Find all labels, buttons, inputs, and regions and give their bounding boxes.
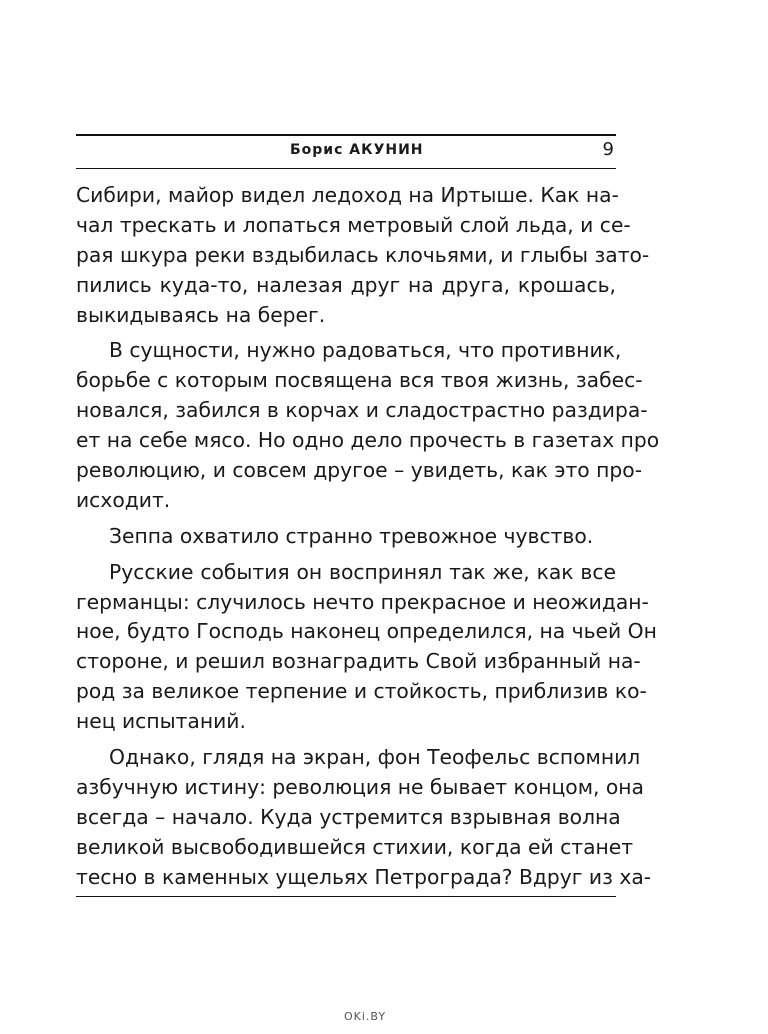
text-line: тесно в каменных ущельях Петрограда? Вдруг из ха-: [76, 864, 652, 889]
paragraph: [76, 181, 650, 330]
text-line: Зеппа охватило странно тревожное чувство.: [109, 523, 594, 548]
paragraph: [76, 522, 616, 552]
text-line: Однако, глядя на экран, фон Теофельс вспомнил: [109, 745, 641, 770]
text-line: германцы: случилось нечто прекрасное и неожидан-: [76, 589, 649, 614]
text-line: всегда – начало. Куда устремится взрывная волна: [76, 804, 621, 829]
text-line: чал трескать и лопаться метровый слой льда, и се-: [76, 212, 631, 237]
page-number: 9: [602, 139, 614, 160]
text-line: Русские события он воспринял так же, как все: [109, 559, 616, 584]
header-rule-top: [76, 134, 616, 136]
text-line: новался, забился в корчах и сладострастно раздира-: [76, 398, 648, 423]
text-line: стороне, и решил вознаградить Свой избранный на-: [76, 649, 641, 674]
text-line: азбучную истину: революция не бывает концом, она: [76, 774, 644, 799]
text-line: нец испытаний.: [76, 709, 246, 734]
text-line: рая шкура реки вздыбилась клочьями, и глыбы зато-: [76, 242, 650, 267]
watermark: OKi.BY: [344, 1010, 387, 1023]
text-line: борьбе с которым посвящена вся твоя жизнь, забес-: [76, 368, 643, 393]
text-line: исходит.: [76, 487, 171, 512]
text-line: Сибири, майор видел ледоход на Иртыше. Как на-: [76, 183, 619, 207]
text-line: пились куда-то, налезая друг на друга, крошась,: [76, 272, 616, 297]
text-line: ное, будто Господь наконец определился, на чьей Он: [76, 619, 657, 644]
text-line: великой высвободившейся стихии, когда ей станет: [76, 834, 634, 859]
text-line: род за великое терпение и стойкость, приблизив ко-: [76, 679, 647, 704]
paragraph: [76, 558, 657, 737]
text-line: В сущности, нужно радоваться, что противник,: [109, 338, 622, 363]
running-head: Борис АКУНИН: [290, 142, 424, 158]
text-line: выкидываясь на берег.: [76, 302, 326, 327]
footer-rule: [76, 896, 616, 897]
text-line: ет на себе мясо. Но одно дело прочесть в газетах про: [76, 428, 660, 453]
paragraph: [76, 743, 652, 892]
body-text: [76, 181, 660, 898]
paragraph: [76, 336, 660, 515]
header-rule-bottom: [76, 168, 616, 169]
text-line: революцию, и совсем другое – увидеть, как это про-: [76, 458, 643, 483]
